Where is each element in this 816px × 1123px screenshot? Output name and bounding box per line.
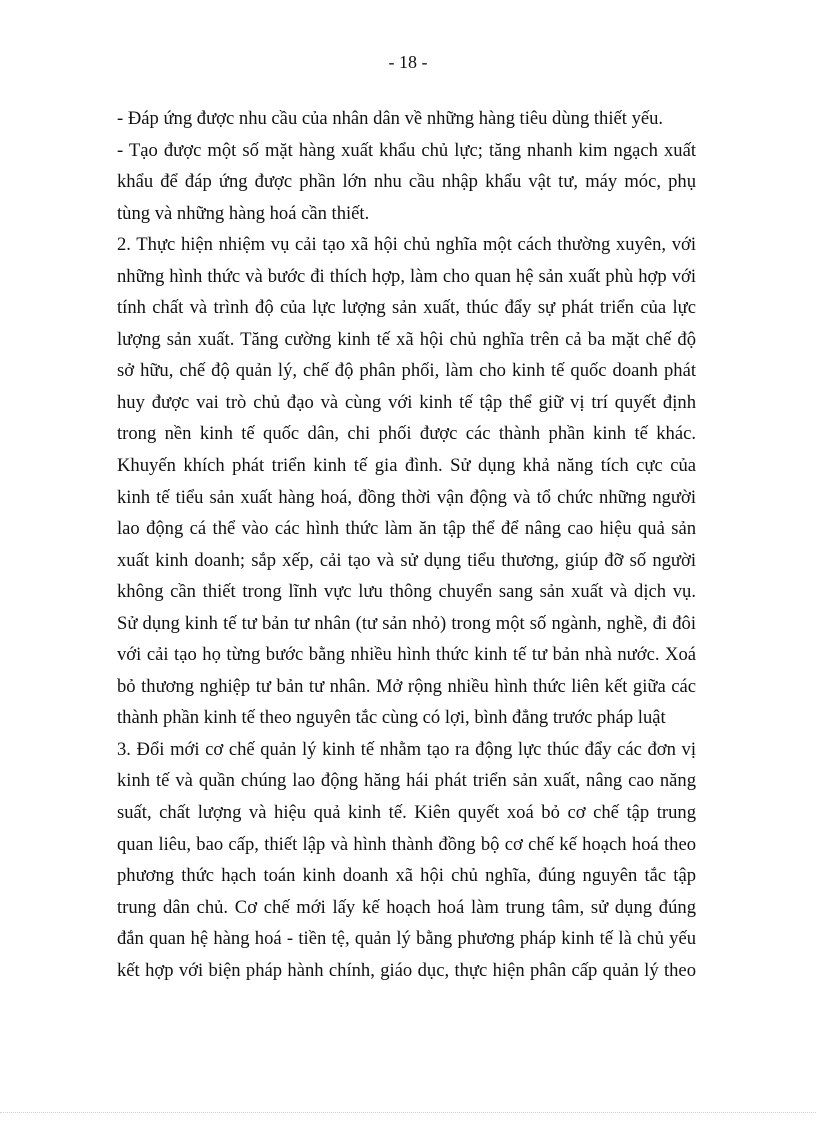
text-line: bỏ thương nghiệp tư bản tư nhân. Mở rộng nhiều hình thức liên kết giữa các — [117, 675, 696, 697]
text-line: xuất kinh doanh; sắp xếp, cải tạo và sử dụng tiểu thương, giúp đỡ số người — [117, 549, 696, 571]
text-line: - Tạo được một số mặt hàng xuất khẩu chủ lực; tăng nhanh kim ngạch xuất — [117, 139, 696, 161]
body-text — [117, 103, 696, 986]
text-line: khẩu để đáp ứng được phần lớn nhu cầu nhập khẩu vật tư, máy móc, phụ — [117, 171, 696, 193]
text-line: tùng và những hàng hoá cần thiết. — [117, 202, 370, 224]
text-line: - Đáp ứng được nhu cầu của nhân dân về những hàng tiêu dùng thiết yếu. — [117, 108, 664, 129]
text-line: thành phần kinh tế theo nguyên tắc cùng có lợi, bình đẳng trước pháp luật — [117, 707, 666, 729]
text-line: Sử dụng kinh tế tư bản tư nhân (tư sản nhỏ) trong một số ngành, nghề, đi đôi — [117, 612, 696, 634]
text-line: 2. Thực hiện nhiệm vụ cải tạo xã hội chủ nghĩa một cách thường xuyên, với — [117, 234, 696, 256]
page-number: - 18 - — [388, 52, 428, 72]
text-line: trung dân chủ. Cơ chế mới lấy kế hoạch hoá làm trung tâm, sử dụng đúng — [117, 896, 696, 918]
text-line: những hình thức và bước đi thích hợp, làm cho quan hệ sản xuất phù hợp với — [117, 265, 696, 287]
text-line: tính chất và trình độ của lực lượng sản xuất, thúc đẩy sự phát triển của lực — [117, 297, 696, 319]
text-line: quan liêu, bao cấp, thiết lập và hình thành đồng bộ cơ chế kế hoạch hoá theo — [117, 833, 696, 855]
text-line: huy được vai trò chủ đạo và cùng với kinh tế tập thể giữ vị trí quyết định — [117, 391, 696, 413]
text-line: trong nền kinh tế quốc dân, chi phối được các thành phần kinh tế khác. — [117, 423, 696, 445]
text-line: kinh tế và quần chúng lao động hăng hái phát triển sản xuất, nâng cao năng — [117, 770, 696, 792]
text-line: kết hợp với biện pháp hành chính, giáo dục, thực hiện phân cấp quản lý theo — [117, 959, 696, 981]
text-line: lượng sản xuất. Tăng cường kinh tế xã hội chủ nghĩa trên cả ba mặt chế độ — [117, 328, 696, 350]
text-line: Khuyến khích phát triển kinh tế gia đình. Sử dụng khả năng tích cực của — [117, 455, 696, 477]
text-line: không cần thiết trong lĩnh vực lưu thông chuyển sang sản xuất và dịch vụ. — [117, 581, 696, 603]
text-line: đắn quan hệ hàng hoá - tiền tệ, quản lý bằng phương pháp kinh tế là chủ yếu — [117, 928, 696, 950]
text-line: lao động cá thể vào các hình thức làm ăn tập thể để nâng cao hiệu quả sản — [117, 518, 696, 540]
text-line: phương thức hạch toán kinh doanh xã hội chủ nghĩa, đúng nguyên tắc tập — [117, 865, 696, 887]
text-line: sở hữu, chế độ quản lý, chế độ phân phối, làm cho kinh tế quốc doanh phát — [117, 360, 696, 382]
text-line: kinh tế tiểu sản xuất hàng hoá, đồng thời vận động và tổ chức những người — [117, 486, 696, 508]
text-line: 3. Đổi mới cơ chế quản lý kinh tế nhằm tạo ra động lực thúc đẩy các đơn vị — [117, 738, 696, 760]
text-line: suất, chất lượng và hiệu quả kinh tế. Kiên quyết xoá bỏ cơ chế tập trung — [117, 802, 696, 824]
text-line: với cải tạo họ từng bước bằng nhiều hình thức kinh tế tư bản nhà nước. Xoá — [117, 644, 696, 666]
footer-rule — [0, 1112, 816, 1113]
